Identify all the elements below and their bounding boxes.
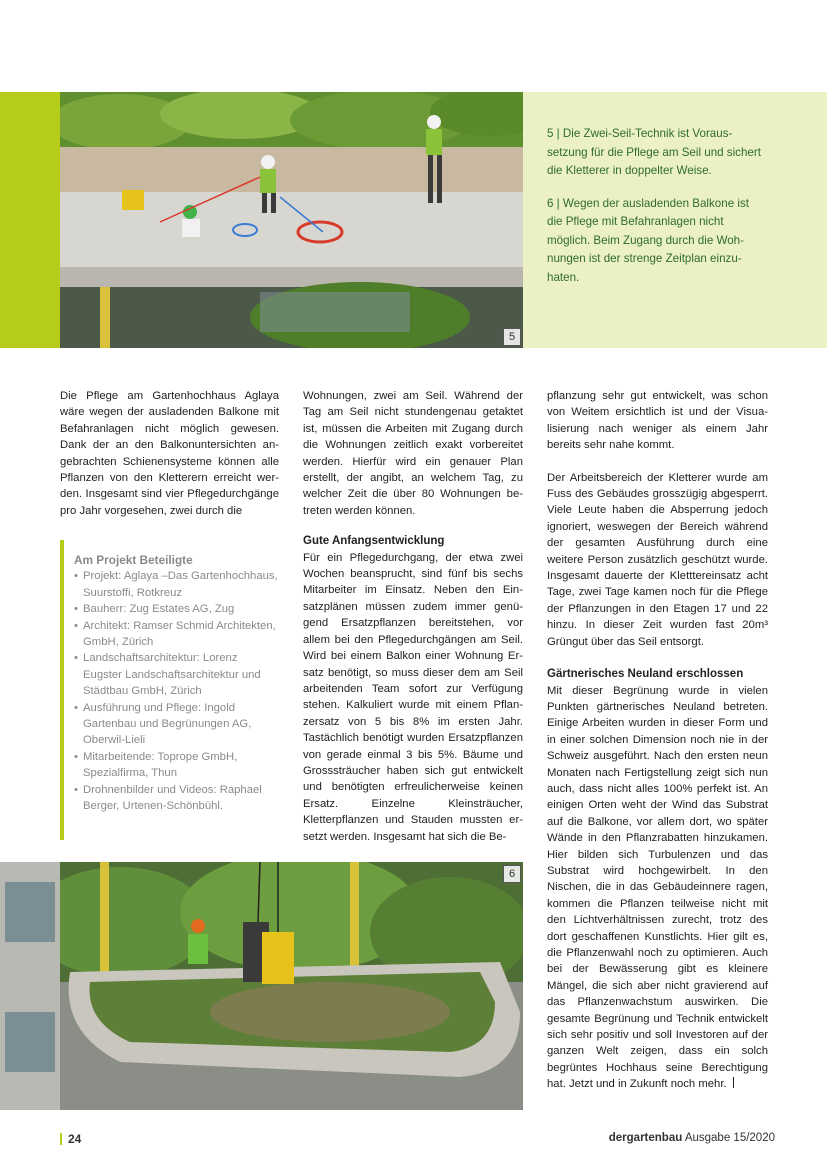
- body-paragraph: Wohnungen, zwei am Seil. Während der Tag am Seil nicht stundengenau getaktet ist, müssen die Arbeiten mit Zugang durch die Wohnungen zeitlich exakt vorbereitet werden. Hierfür wird ein genauer Plan erstellt, der angibt, an welchem Tag, zu welcher Zeit die über 80 Wohnungen betreten werden können.: [303, 390, 523, 517]
- list-item: • Ausführung und Pflege: Ingold Gartenbau und Begrünungen AG, Oberwil-Lieli: [74, 700, 279, 749]
- participants-list: [74, 568, 279, 814]
- caption-5: 5 | Die Zwei-Seil-Technik ist Voraussetzung für die Pflege am Seil und sichert die Kletterer in doppelter Weise.: [547, 127, 761, 177]
- list-item: • Drohnenbilder und Videos: Raphael Berger, Urtenen-Schönbühl.: [74, 782, 279, 815]
- photo-number-badge: 6: [503, 865, 521, 883]
- photo-climbers-on-roof: [60, 92, 523, 348]
- footer-accent: [60, 1133, 62, 1145]
- caption-panel: [523, 92, 827, 348]
- section-heading: Gärtnerisches Neuland erschlossen: [547, 668, 744, 681]
- article-end-mark: [733, 1077, 734, 1088]
- list-item: • Architekt: Ramser Schmid Architekten, GmbH, Zürich: [74, 618, 279, 651]
- body-paragraph: pflanzung sehr gut entwickelt, was schon von Weitem ersichtlich ist und der Visualisierung nach weniger als einem Jahr bereits sehr nahe kommt.: [547, 390, 768, 452]
- issue-label: Ausgabe 15/2020: [684, 1132, 775, 1144]
- list-item: • Landschaftsarchitektur: Lorenz Eugster Landschaftsarchitektur und Städtbau GmbH, Zürich: [74, 650, 279, 699]
- footer-magazine: [609, 1132, 775, 1144]
- list-item: • Bauherr: Zug Estates AG, Zug: [74, 601, 279, 617]
- body-paragraph: Für ein Pflegedurchgang, der etwa zwei Wochen beansprucht, sind fünf bis sechs Mitarbeiter im Einsatz. Neben den Einsatzplänen müssen zudem immer genügend Ersatzpflanzen bereitstehen, vor allem bei den Pflegedurchgängen am Seil. Wird bei einem Balkon einer Wohnung Ersatz benötigt, so muss dieser dem am Seil arbeitenden Team sofort zur Verfügung stehen. Kalkuliert wurde mit einem Pflanzersatz von 5 bis 8% im ersten Jahr. Tastächlich benötigt wurden Ersatzpflanzen von gerade einmal 3 bis 5%. Bäume und Grosssträucher haben sich gut entwickelt und benötigten erfreulicherweise keinen Ersatz. Einzelne Kleinsträucher, Kletterpflanzen und Stauden mussten ersetzt werden. Insgesamt hat sich die Be-: [303, 551, 523, 843]
- photo-number-badge: 5: [503, 328, 521, 346]
- accent-bar: [0, 92, 60, 348]
- participants-box: [60, 540, 279, 840]
- list-item: • Projekt: Aglaya –Das Gartenhochhaus, Suurstoffi, Rotkreuz: [74, 568, 279, 601]
- body-paragraph: Mit dieser Begrünung wurde in vielen Punkten gärtnerisches Neuland betreten. Einige Arbeiten wurden in dieser Form und in einer solchen Dimension noch nie in der Schweiz ausgeführt. Nach den ersten neun Monaten nach Fertigstellung zeigt sich nun auch, dass nicht alles 100% perfekt ist. An einigen Orten weht der Wind das Substrat auf die Balkone, vor allem dort, wo später Wände in den Pflanzrabatten hinzukamen. Hier bilden sich Turbulenzen und das Substrat wird hochgewirbelt. In den Nischen, die in das Gebäudeinnere ragen, kommen die Pflanzen teilweise nicht mit den Lichtverhältnissen zurecht, trotz des dort geschaffenen Kunstlichts. Hier gilt es, die Pflanzenwahl noch zu optimieren. Auch bei der Bewässerung gibt es kleinere Mängel, die sich aber nicht gravierend auf das Pflanzenwachstum auswirken. Die gesamte Begrünung und Technik entwickelt sich sehr positiv und soll Investoren auf der ganzen Welt zeigen, dass ein solch begrüntes Hochhaus seine Berechtigung hat. Jetzt und in Zukunft noch mehr.: [547, 684, 768, 1091]
- body-paragraph: Der Arbeitsbereich der Kletterer wurde am Fuss des Gebäudes grosszügig abgesperrt. Viele Leute haben die Absperrung jedoch ignoriert, weswegen der Bereich während der gesamten Ausführung durch eine weitere Person zusätzlich geschützt wurde. Insgesamt dauerte der Kletttereinsatz acht Tage, zwei Tage kamen noch für die Pflege der Pflanzungen in den Etagen 17 und 22 hinzu. In dieser Zeit wurden fast 20m³ Grüngut über das Seil entsorgt.: [547, 471, 768, 648]
- text-column-2: [303, 388, 523, 845]
- participants-title: Am Projekt Beteiligte: [74, 553, 193, 567]
- caption-6: 6 | Wegen der ausladenden Balkone ist die Pflege mit Befahranlagen nicht möglich. Beim Zugang durch die Wohnungen ist der strenge Zeitplan einzuhaten.: [547, 196, 749, 284]
- page-number: 24: [68, 1132, 82, 1146]
- photo-balcony-planting: [0, 862, 523, 1110]
- section-heading: Gute Anfangsentwicklung: [303, 535, 445, 548]
- list-item: • Mitarbeitende: Toprope GmbH, Spezialfirma, Thun: [74, 749, 279, 782]
- text-column-3: [547, 388, 768, 1093]
- text-column-1: [60, 388, 279, 519]
- magazine-name: dergartenbau: [608, 1132, 683, 1144]
- body-paragraph: Die Pflege am Gartenhochhaus Aglaya wäre wegen der ausladenden Balkone mit Befahranlagen nicht möglich gewesen. Dank der an den Balkonuntersichten angebrachten Schienensysteme können alle Pflanzen von den Kletterern erreicht werden. Insgesamt sind vier Pflegedurchgänge pro Jahr vorgesehen, zwei durch die: [60, 390, 279, 517]
